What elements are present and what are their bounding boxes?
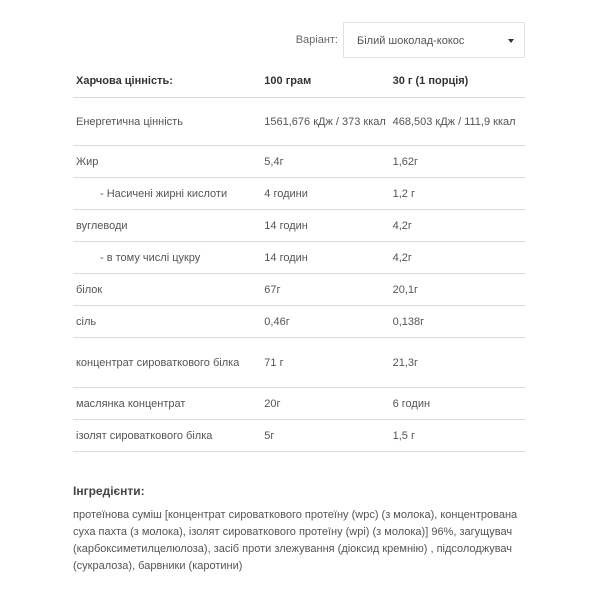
chevron-down-icon — [508, 39, 514, 43]
value-per-100g: 4 години — [264, 178, 392, 210]
nutrient-name: - в тому числі цукру — [73, 242, 264, 274]
value-per-serving: 20,1г — [393, 274, 525, 306]
table-row — [73, 146, 525, 178]
value-per-100g: 14 годин — [264, 242, 392, 274]
header-nutrient: Харчова цінність: — [73, 64, 264, 98]
ingredients-section — [73, 484, 528, 575]
table-row — [73, 338, 525, 388]
ingredients-title: Інгредієнти: — [73, 484, 145, 498]
value-per-100g: 14 годин — [264, 210, 392, 242]
nutrient-name: концентрат сироваткового білка — [73, 338, 264, 388]
header-per-serving: 30 г (1 порція) — [393, 64, 525, 98]
nutrition-table-header — [73, 64, 525, 98]
variant-selector-bar — [0, 22, 600, 58]
table-row — [73, 306, 525, 338]
value-per-serving: 4,2г — [393, 210, 525, 242]
nutrient-name: сіль — [73, 306, 264, 338]
value-per-100g: 67г — [264, 274, 392, 306]
nutrient-name: Енергетична цінність — [73, 98, 264, 146]
value-per-serving: 1,2 г — [393, 178, 525, 210]
table-row — [73, 178, 525, 210]
nutrient-name: ізолят сироваткового білка — [73, 420, 264, 452]
nutrient-name: білок — [73, 274, 264, 306]
value-per-serving: 1,62г — [393, 146, 525, 178]
value-per-serving: 6 годин — [393, 388, 525, 420]
value-per-serving: 0,138г — [393, 306, 525, 338]
value-per-100g: 20г — [264, 388, 392, 420]
value-per-100g: 71 г — [264, 338, 392, 388]
value-per-100g: 5г — [264, 420, 392, 452]
nutrient-name: вуглеводи — [73, 210, 264, 242]
value-per-serving: 1,5 г — [393, 420, 525, 452]
variant-selected-value: Білий шоколад-кокос — [357, 35, 465, 47]
table-row — [73, 274, 525, 306]
nutrient-name: - Насичені жирні кислоти — [73, 178, 264, 210]
table-row — [73, 242, 525, 274]
value-per-100g: 1561,676 кДж / 373 ккал — [264, 98, 392, 146]
value-per-serving: 21,3г — [393, 338, 525, 388]
value-per-100g: 0,46г — [264, 306, 392, 338]
table-row — [73, 210, 525, 242]
variant-label: Варіант: — [295, 34, 338, 46]
value-per-serving: 468,503 кДж / 111,9 ккал — [393, 98, 525, 146]
header-per-100g: 100 грам — [264, 64, 392, 98]
value-per-serving: 4,2г — [393, 242, 525, 274]
value-per-100g: 5,4г — [264, 146, 392, 178]
table-row — [73, 98, 525, 146]
nutrient-name: Жир — [73, 146, 264, 178]
variant-dropdown[interactable] — [343, 22, 525, 58]
nutrient-name: маслянка концентрат — [73, 388, 264, 420]
ingredients-text: протеїнова суміш [концентрат сироваткового протеїну (wpc) (з молока), концентрована суха пахта (з молока), ізолят сироваткового протеїну (wpi) (з молока)] 96%, загущувач (карбоксиметилцелюлоза), засіб проти злежування (діоксид кремнію) , підсолоджувач (сукралоза), барвники (каротини) — [73, 509, 518, 572]
table-row — [73, 420, 525, 452]
table-row — [73, 388, 525, 420]
nutrition-table — [73, 64, 525, 452]
